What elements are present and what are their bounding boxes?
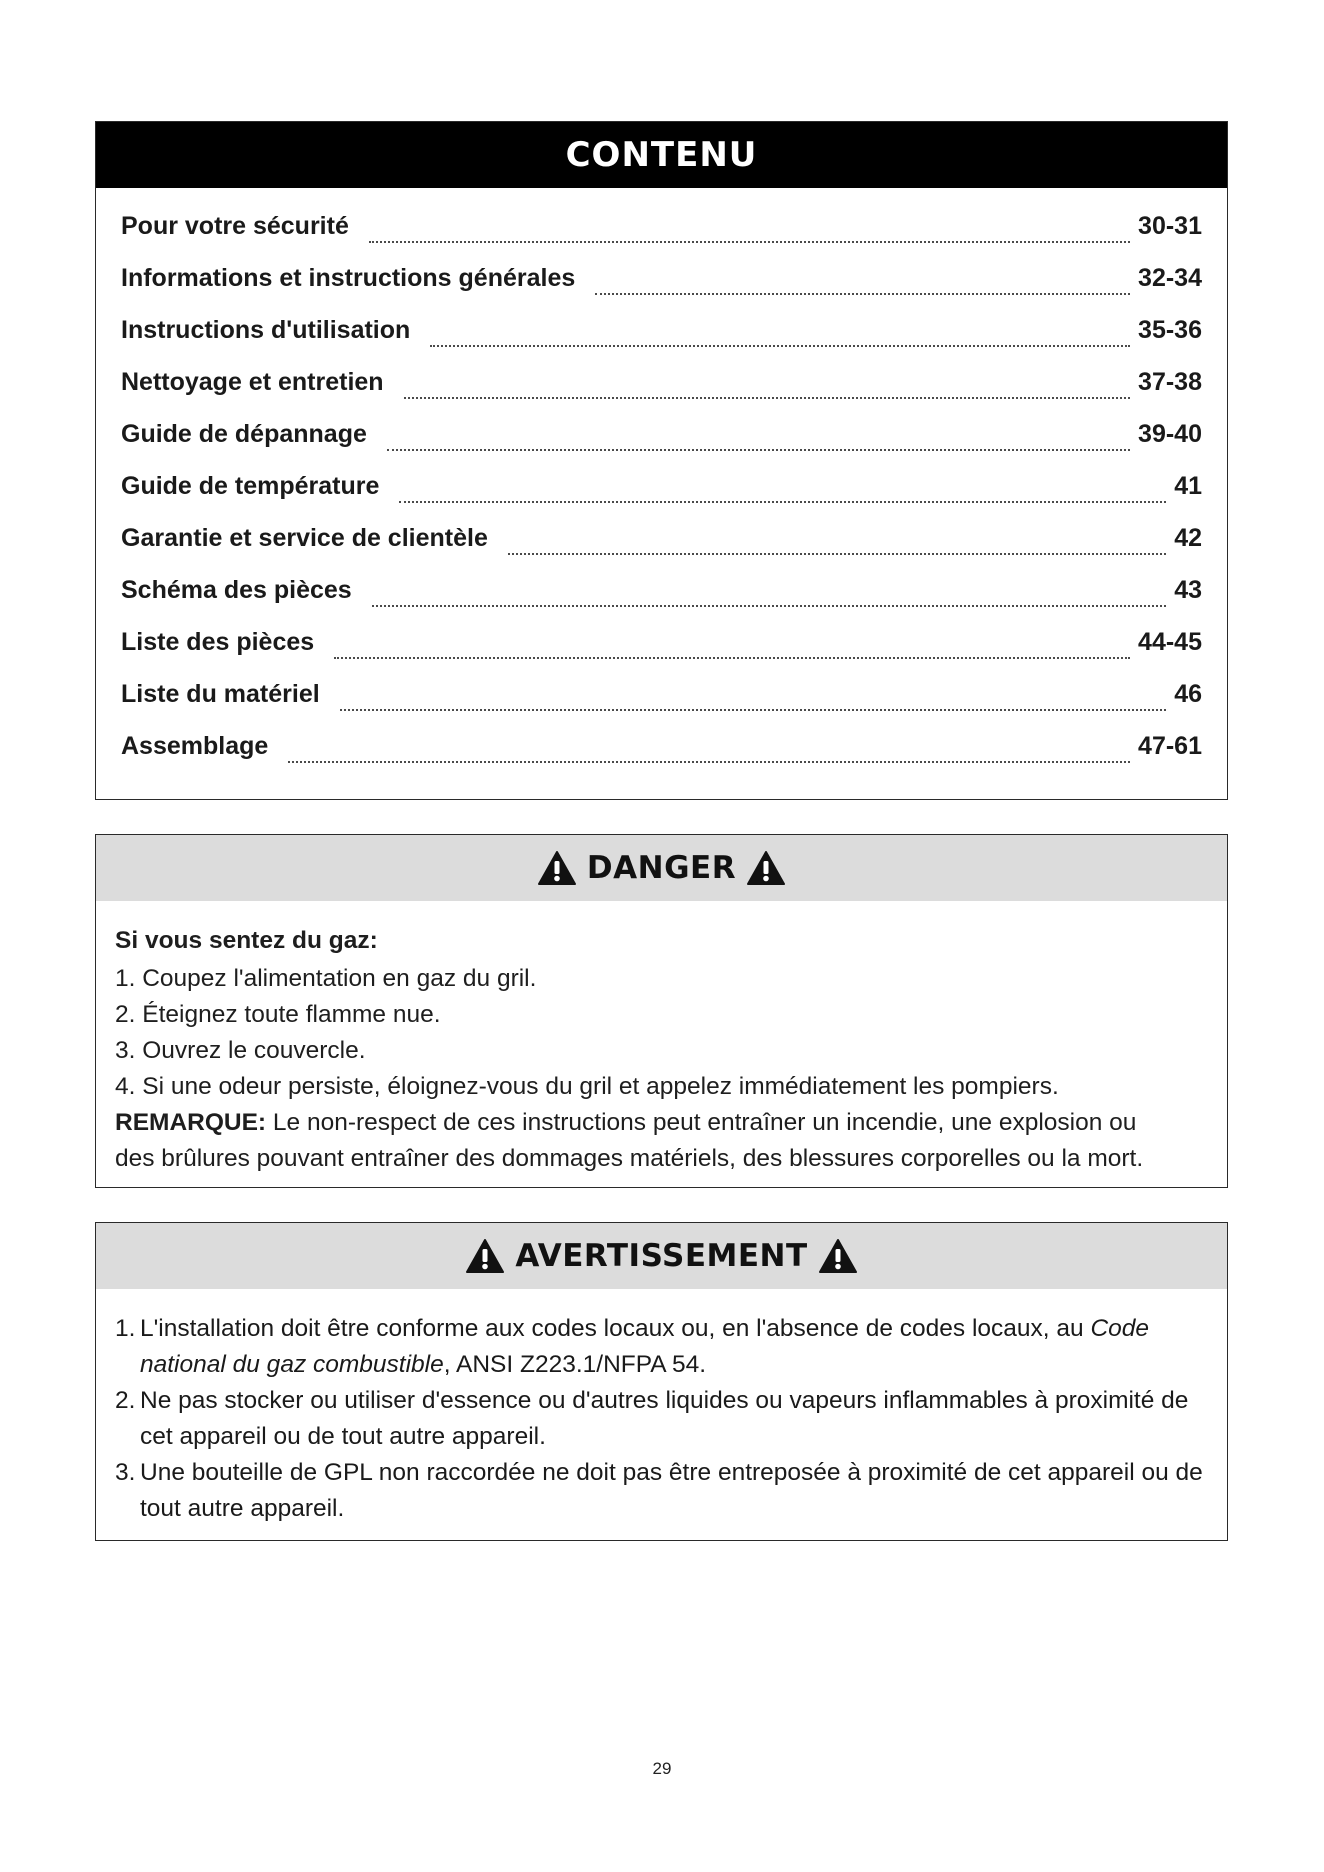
table-of-contents [95, 121, 1228, 800]
toc-entry-title: Garantie et service de clientèle [121, 524, 488, 552]
warning-item-text [140, 1311, 1227, 1383]
toc-entry-pages: 37-38 [1138, 368, 1202, 396]
danger-content [96, 901, 1227, 1177]
toc-entry [121, 264, 1202, 316]
toc-entry [121, 212, 1202, 264]
warning-triangle-icon [465, 1238, 505, 1274]
warning-item [115, 1311, 1227, 1383]
warning-item [115, 1383, 1227, 1455]
toc-entry [121, 316, 1202, 368]
toc-list [96, 188, 1227, 784]
dot-leader [334, 657, 1130, 659]
dot-leader [288, 761, 1130, 763]
toc-entry [121, 628, 1202, 680]
toc-entry-pages: 32-34 [1138, 264, 1202, 292]
toc-entry-title: Nettoyage et entretien [121, 368, 384, 396]
toc-entry-title: Liste du matériel [121, 680, 320, 708]
warning-item-text: Ne pas stocker ou utiliser d'essence ou d'autres liquides ou vapeurs inflammables à proximité de cet appareil ou de tout autre appareil. [140, 1387, 1189, 1450]
code-reference: Code national du gaz combustible [140, 1315, 1150, 1378]
dot-leader [404, 397, 1130, 399]
toc-entry-title: Guide de dépannage [121, 420, 367, 448]
toc-entry-pages: 30-31 [1138, 212, 1202, 240]
danger-step: 4. Si une odeur persiste, éloignez-vous du gril et appelez immédiatement les pompiers. [115, 1073, 1059, 1100]
dot-leader [369, 241, 1130, 243]
warning-triangle-icon [746, 850, 786, 886]
toc-entry-title: Schéma des pièces [121, 576, 352, 604]
toc-entry-title: Informations et instructions générales [121, 264, 576, 292]
toc-entry [121, 472, 1202, 524]
note-label: REMARQUE: [115, 1109, 267, 1136]
danger-step: 2. Éteignez toute flamme nue. [115, 1001, 441, 1028]
dot-leader [508, 553, 1166, 555]
toc-entry-title: Pour votre sécurité [121, 212, 349, 240]
dot-leader [595, 293, 1130, 295]
warning-item-number: 1. [115, 1315, 136, 1342]
toc-entry-pages: 42 [1174, 524, 1202, 552]
page-number: 29 [652, 1759, 672, 1778]
warning-item-number: 2. [115, 1387, 136, 1414]
toc-entry-pages: 35-36 [1138, 316, 1202, 344]
toc-entry [121, 680, 1202, 732]
danger-title: DANGER [586, 850, 737, 886]
danger-header [96, 835, 1227, 901]
warning-item-number: 3. [115, 1459, 136, 1486]
toc-entry [121, 420, 1202, 472]
toc-entry [121, 576, 1202, 628]
warning-header [96, 1223, 1227, 1289]
dot-leader [340, 709, 1167, 711]
toc-entry-pages: 44-45 [1138, 628, 1202, 656]
toc-entry [121, 524, 1202, 576]
danger-box [95, 834, 1228, 1188]
warning-triangle-icon [818, 1238, 858, 1274]
toc-entry-title: Assemblage [121, 732, 269, 760]
warning-text-part: L'installation doit être conforme aux codes locaux ou, en l'absence de codes locaux, au [140, 1315, 1091, 1342]
danger-note-continued: des brûlures pouvant entraîner des dommages matériels, des blessures corporelles ou la mort. [115, 1145, 1144, 1172]
toc-header [96, 122, 1227, 188]
toc-entry-pages: 43 [1174, 576, 1202, 604]
dot-leader [387, 449, 1130, 451]
warning-item [115, 1455, 1227, 1527]
dot-leader [399, 501, 1166, 503]
toc-entry-pages: 39-40 [1138, 420, 1202, 448]
toc-entry-pages: 47-61 [1138, 732, 1202, 760]
note-text: Le non-respect de ces instructions peut entraîner un incendie, une explosion ou [266, 1109, 1137, 1136]
toc-entry-title: Guide de température [121, 472, 380, 500]
toc-entry-title: Instructions d'utilisation [121, 316, 411, 344]
toc-title: CONTENU [565, 135, 758, 175]
toc-entry-pages: 46 [1174, 680, 1202, 708]
warning-box [95, 1222, 1228, 1541]
warning-triangle-icon [537, 850, 577, 886]
danger-step: 1. Coupez l'alimentation en gaz du gril. [115, 965, 537, 992]
danger-step: 3. Ouvrez le couvercle. [115, 1037, 366, 1064]
warning-text-part: , ANSI Z223.1/NFPA 54. [443, 1351, 707, 1378]
toc-entry [121, 368, 1202, 420]
toc-entry [121, 732, 1202, 784]
warning-item-text: Une bouteille de GPL non raccordée ne doit pas être entreposée à proximité de cet appareil ou de tout autre appareil. [140, 1459, 1203, 1522]
dot-leader [430, 345, 1130, 347]
toc-entry-title: Liste des pièces [121, 628, 315, 656]
warning-title: AVERTISSEMENT [515, 1238, 808, 1274]
danger-lead: Si vous sentez du gaz: [115, 927, 378, 954]
toc-entry-pages: 41 [1174, 472, 1202, 500]
warning-list [96, 1289, 1227, 1527]
dot-leader [372, 605, 1166, 607]
danger-note [115, 1105, 1227, 1141]
